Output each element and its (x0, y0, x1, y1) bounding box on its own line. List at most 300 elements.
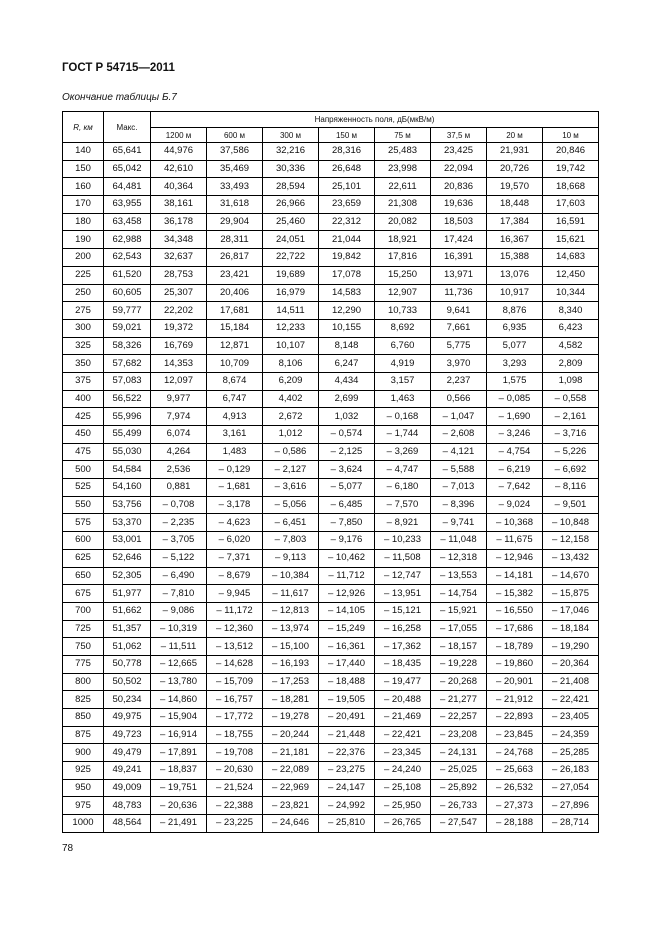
max-cell: 55,030 (104, 443, 151, 461)
value-cell: 9,641 (431, 302, 487, 320)
value-cell: 28,311 (207, 231, 263, 249)
value-cell: 40,364 (151, 178, 207, 196)
value-cell: – 10,848 (543, 514, 599, 532)
value-cell: – 2,127 (263, 461, 319, 479)
table-row (63, 213, 599, 231)
value-cell: 16,979 (263, 284, 319, 302)
max-cell: 53,756 (104, 496, 151, 514)
value-cell: – 11,712 (319, 567, 375, 585)
max-cell: 49,723 (104, 726, 151, 744)
value-cell: 22,094 (431, 160, 487, 178)
value-cell: 20,726 (487, 160, 543, 178)
value-cell: 8,674 (207, 372, 263, 390)
value-cell: – 5,226 (543, 443, 599, 461)
value-cell: – 15,921 (431, 602, 487, 620)
header-distance: R, км (63, 112, 104, 143)
value-cell: – 20,630 (207, 762, 263, 780)
value-cell: 15,388 (487, 249, 543, 267)
value-cell: 8,876 (487, 302, 543, 320)
value-cell: – 24,359 (543, 726, 599, 744)
header-height: 37,5 м (431, 128, 487, 143)
value-cell: 15,184 (207, 319, 263, 337)
value-cell: 2,237 (431, 372, 487, 390)
value-cell: 8,148 (319, 337, 375, 355)
value-cell: – 10,233 (375, 532, 431, 550)
max-cell: 63,955 (104, 196, 151, 214)
value-cell: – 2,608 (431, 426, 487, 444)
value-cell: – 21,408 (543, 673, 599, 691)
value-cell: – 16,550 (487, 602, 543, 620)
value-cell: – 18,281 (263, 691, 319, 709)
value-cell: 4,919 (375, 355, 431, 373)
value-cell: – 0,168 (375, 408, 431, 426)
value-cell: 17,424 (431, 231, 487, 249)
value-cell: – 20,364 (543, 655, 599, 673)
value-cell: 6,935 (487, 319, 543, 337)
value-cell: – 5,056 (263, 496, 319, 514)
table-row (63, 602, 599, 620)
value-cell: 23,421 (207, 266, 263, 284)
distance-cell: 425 (63, 408, 104, 426)
value-cell: 10,107 (263, 337, 319, 355)
value-cell: 19,372 (151, 319, 207, 337)
max-cell: 57,083 (104, 372, 151, 390)
value-cell: – 21,491 (151, 815, 207, 833)
max-cell: 59,777 (104, 302, 151, 320)
value-cell: – 6,490 (151, 567, 207, 585)
distance-cell: 750 (63, 638, 104, 656)
value-cell: – 0,574 (319, 426, 375, 444)
table-row (63, 797, 599, 815)
distance-cell: 190 (63, 231, 104, 249)
distance-cell: 950 (63, 779, 104, 797)
value-cell: – 16,757 (207, 691, 263, 709)
value-cell: 1,483 (207, 443, 263, 461)
max-cell: 49,479 (104, 744, 151, 762)
value-cell: 17,603 (543, 196, 599, 214)
value-cell: 6,247 (319, 355, 375, 373)
value-cell: – 17,772 (207, 709, 263, 727)
value-cell: 38,161 (151, 196, 207, 214)
value-cell: – 17,046 (543, 602, 599, 620)
value-cell: – 7,810 (151, 585, 207, 603)
value-cell: – 3,178 (207, 496, 263, 514)
header-height: 75 м (375, 128, 431, 143)
value-cell: – 5,122 (151, 549, 207, 567)
header-height: 600 м (207, 128, 263, 143)
value-cell: – 4,747 (375, 461, 431, 479)
value-cell: – 2,125 (319, 443, 375, 461)
value-cell: – 6,451 (263, 514, 319, 532)
value-cell: – 11,675 (487, 532, 543, 550)
distance-cell: 160 (63, 178, 104, 196)
value-cell: 1,575 (487, 372, 543, 390)
value-cell: – 27,054 (543, 779, 599, 797)
max-cell: 65,042 (104, 160, 151, 178)
max-cell: 50,778 (104, 655, 151, 673)
value-cell: – 12,946 (487, 549, 543, 567)
table-row (63, 549, 599, 567)
value-cell: – 20,244 (263, 726, 319, 744)
value-cell: 14,353 (151, 355, 207, 373)
value-cell: 20,846 (543, 143, 599, 161)
value-cell: – 12,665 (151, 655, 207, 673)
value-cell: – 0,586 (263, 443, 319, 461)
value-cell: – 23,275 (319, 762, 375, 780)
value-cell: – 7,850 (319, 514, 375, 532)
table-row (63, 496, 599, 514)
value-cell: – 12,813 (263, 602, 319, 620)
value-cell: 17,816 (375, 249, 431, 267)
value-cell: – 22,089 (263, 762, 319, 780)
distance-cell: 900 (63, 744, 104, 762)
value-cell: – 25,892 (431, 779, 487, 797)
value-cell: – 12,926 (319, 585, 375, 603)
value-cell: 28,594 (263, 178, 319, 196)
distance-cell: 600 (63, 532, 104, 550)
value-cell: 36,178 (151, 213, 207, 231)
table-row (63, 390, 599, 408)
distance-cell: 250 (63, 284, 104, 302)
value-cell: – 24,240 (375, 762, 431, 780)
value-cell: 28,753 (151, 266, 207, 284)
value-cell: 3,161 (207, 426, 263, 444)
max-cell: 54,584 (104, 461, 151, 479)
value-cell: – 7,570 (375, 496, 431, 514)
value-cell: – 20,491 (319, 709, 375, 727)
value-cell: 14,583 (319, 284, 375, 302)
value-cell: – 7,371 (207, 549, 263, 567)
value-cell: – 0,708 (151, 496, 207, 514)
value-cell: – 18,789 (487, 638, 543, 656)
value-cell: 0,881 (151, 479, 207, 497)
value-cell: – 0,129 (207, 461, 263, 479)
value-cell: 29,904 (207, 213, 263, 231)
value-cell: – 3,246 (487, 426, 543, 444)
value-cell: 22,722 (263, 249, 319, 267)
value-cell: – 19,505 (319, 691, 375, 709)
value-cell: – 17,362 (375, 638, 431, 656)
value-cell: 10,344 (543, 284, 599, 302)
distance-cell: 140 (63, 143, 104, 161)
value-cell: – 7,803 (263, 532, 319, 550)
table-row (63, 443, 599, 461)
value-cell: – 8,396 (431, 496, 487, 514)
value-cell: – 16,258 (375, 620, 431, 638)
distance-cell: 700 (63, 602, 104, 620)
value-cell: – 22,257 (431, 709, 487, 727)
value-cell: – 1,744 (375, 426, 431, 444)
table-row (63, 567, 599, 585)
value-cell: 25,483 (375, 143, 431, 161)
value-cell: – 7,013 (431, 479, 487, 497)
value-cell: – 16,914 (151, 726, 207, 744)
value-cell: 44,976 (151, 143, 207, 161)
value-cell: – 23,345 (375, 744, 431, 762)
value-cell: 34,348 (151, 231, 207, 249)
value-cell: 25,307 (151, 284, 207, 302)
header-height: 300 м (263, 128, 319, 143)
value-cell: 22,312 (319, 213, 375, 231)
value-cell: – 14,860 (151, 691, 207, 709)
header-height: 10 м (543, 128, 599, 143)
value-cell: 23,659 (319, 196, 375, 214)
value-cell: – 27,373 (487, 797, 543, 815)
value-cell: – 3,705 (151, 532, 207, 550)
value-cell: – 15,382 (487, 585, 543, 603)
table-caption: Окончание таблицы Б.7 (62, 92, 177, 103)
value-cell: – 9,086 (151, 602, 207, 620)
value-cell: – 13,951 (375, 585, 431, 603)
value-cell: 2,809 (543, 355, 599, 373)
value-cell: 16,769 (151, 337, 207, 355)
value-cell: 9,977 (151, 390, 207, 408)
value-cell: – 6,180 (375, 479, 431, 497)
table-row (63, 638, 599, 656)
value-cell: 4,913 (207, 408, 263, 426)
value-cell: 19,570 (487, 178, 543, 196)
value-cell: – 12,318 (431, 549, 487, 567)
table-row (63, 302, 599, 320)
max-cell: 64,481 (104, 178, 151, 196)
value-cell: – 3,269 (375, 443, 431, 461)
value-cell: 28,316 (319, 143, 375, 161)
value-cell: 11,736 (431, 284, 487, 302)
value-cell: 1,463 (375, 390, 431, 408)
max-cell: 51,357 (104, 620, 151, 638)
value-cell: 17,681 (207, 302, 263, 320)
value-cell: 30,336 (263, 160, 319, 178)
value-cell: 7,974 (151, 408, 207, 426)
table-row (63, 284, 599, 302)
table-row (63, 319, 599, 337)
value-cell: – 10,462 (319, 549, 375, 567)
value-cell: – 13,512 (207, 638, 263, 656)
value-cell: – 20,488 (375, 691, 431, 709)
value-cell: 16,591 (543, 213, 599, 231)
value-cell: – 24,147 (319, 779, 375, 797)
table-row (63, 266, 599, 284)
distance-cell: 575 (63, 514, 104, 532)
distance-cell: 550 (63, 496, 104, 514)
value-cell: 20,082 (375, 213, 431, 231)
value-cell: 10,733 (375, 302, 431, 320)
value-cell: – 1,690 (487, 408, 543, 426)
value-cell: 6,074 (151, 426, 207, 444)
table-row (63, 514, 599, 532)
value-cell: 18,448 (487, 196, 543, 214)
value-cell: – 15,875 (543, 585, 599, 603)
field-strength-table (62, 111, 599, 833)
max-cell: 58,326 (104, 337, 151, 355)
value-cell: – 17,253 (263, 673, 319, 691)
value-cell: – 20,901 (487, 673, 543, 691)
table-row (63, 249, 599, 267)
value-cell: – 23,405 (543, 709, 599, 727)
value-cell: – 11,048 (431, 532, 487, 550)
value-cell: – 1,047 (431, 408, 487, 426)
value-cell: – 17,440 (319, 655, 375, 673)
header-height: 20 м (487, 128, 543, 143)
table-row (63, 673, 599, 691)
value-cell: 20,406 (207, 284, 263, 302)
value-cell: – 19,708 (207, 744, 263, 762)
value-cell: – 8,679 (207, 567, 263, 585)
value-cell: 18,921 (375, 231, 431, 249)
distance-cell: 170 (63, 196, 104, 214)
value-cell: 10,709 (207, 355, 263, 373)
value-cell: – 24,768 (487, 744, 543, 762)
distance-cell: 475 (63, 443, 104, 461)
distance-cell: 525 (63, 479, 104, 497)
value-cell: 14,683 (543, 249, 599, 267)
value-cell: 13,971 (431, 266, 487, 284)
distance-cell: 400 (63, 390, 104, 408)
table-row (63, 196, 599, 214)
table-row (63, 744, 599, 762)
value-cell: – 22,421 (375, 726, 431, 744)
value-cell: – 27,896 (543, 797, 599, 815)
distance-cell: 650 (63, 567, 104, 585)
value-cell: – 23,208 (431, 726, 487, 744)
value-cell: – 2,161 (543, 408, 599, 426)
value-cell: – 11,511 (151, 638, 207, 656)
value-cell: – 4,121 (431, 443, 487, 461)
value-cell: 4,264 (151, 443, 207, 461)
value-cell: – 7,642 (487, 479, 543, 497)
value-cell: – 3,616 (263, 479, 319, 497)
value-cell: – 6,219 (487, 461, 543, 479)
value-cell: – 18,435 (375, 655, 431, 673)
value-cell: 1,012 (263, 426, 319, 444)
value-cell: 19,689 (263, 266, 319, 284)
max-cell: 51,062 (104, 638, 151, 656)
value-cell: – 10,384 (263, 567, 319, 585)
distance-cell: 825 (63, 691, 104, 709)
value-cell: 6,747 (207, 390, 263, 408)
value-cell: – 25,025 (431, 762, 487, 780)
distance-cell: 180 (63, 213, 104, 231)
value-cell: – 14,181 (487, 567, 543, 585)
value-cell: 12,871 (207, 337, 263, 355)
value-cell: 6,760 (375, 337, 431, 355)
distance-cell: 275 (63, 302, 104, 320)
value-cell: – 23,845 (487, 726, 543, 744)
distance-cell: 200 (63, 249, 104, 267)
value-cell: – 9,741 (431, 514, 487, 532)
distance-cell: 450 (63, 426, 104, 444)
max-cell: 52,305 (104, 567, 151, 585)
value-cell: – 22,376 (319, 744, 375, 762)
table-row (63, 726, 599, 744)
value-cell: 35,469 (207, 160, 263, 178)
table-row (63, 815, 599, 833)
value-cell: 4,434 (319, 372, 375, 390)
header-max: Макс. (104, 112, 151, 143)
value-cell: 26,648 (319, 160, 375, 178)
value-cell: – 12,360 (207, 620, 263, 638)
value-cell: – 21,524 (207, 779, 263, 797)
value-cell: 32,216 (263, 143, 319, 161)
distance-cell: 1000 (63, 815, 104, 833)
value-cell: 31,618 (207, 196, 263, 214)
max-cell: 52,646 (104, 549, 151, 567)
value-cell: – 19,278 (263, 709, 319, 727)
value-cell: 2,699 (319, 390, 375, 408)
max-cell: 48,783 (104, 797, 151, 815)
max-cell: 53,001 (104, 532, 151, 550)
value-cell: – 25,950 (375, 797, 431, 815)
header-height: 150 м (319, 128, 375, 143)
value-cell: – 21,277 (431, 691, 487, 709)
value-cell: – 18,488 (319, 673, 375, 691)
table-row (63, 461, 599, 479)
value-cell: 12,233 (263, 319, 319, 337)
value-cell: 24,051 (263, 231, 319, 249)
value-cell: 17,384 (487, 213, 543, 231)
distance-cell: 225 (63, 266, 104, 284)
value-cell: – 25,285 (543, 744, 599, 762)
value-cell: – 15,904 (151, 709, 207, 727)
value-cell: – 10,319 (151, 620, 207, 638)
max-cell: 49,009 (104, 779, 151, 797)
value-cell: 25,460 (263, 213, 319, 231)
table-row (63, 160, 599, 178)
value-cell: – 14,754 (431, 585, 487, 603)
value-cell: – 0,085 (487, 390, 543, 408)
value-cell: 12,097 (151, 372, 207, 390)
value-cell: – 1,681 (207, 479, 263, 497)
value-cell: – 6,692 (543, 461, 599, 479)
value-cell: – 9,176 (319, 532, 375, 550)
value-cell: 21,308 (375, 196, 431, 214)
max-cell: 50,234 (104, 691, 151, 709)
distance-cell: 800 (63, 673, 104, 691)
value-cell: – 13,432 (543, 549, 599, 567)
value-cell: 26,817 (207, 249, 263, 267)
value-cell: – 3,716 (543, 426, 599, 444)
value-cell: 0,566 (431, 390, 487, 408)
value-cell: – 23,225 (207, 815, 263, 833)
distance-cell: 300 (63, 319, 104, 337)
value-cell: 21,931 (487, 143, 543, 161)
value-cell: 12,907 (375, 284, 431, 302)
max-cell: 59,021 (104, 319, 151, 337)
value-cell: 10,917 (487, 284, 543, 302)
value-cell: 13,076 (487, 266, 543, 284)
value-cell: 8,692 (375, 319, 431, 337)
page-number: 78 (62, 843, 74, 854)
value-cell: 22,202 (151, 302, 207, 320)
max-cell: 49,241 (104, 762, 151, 780)
value-cell: 18,668 (543, 178, 599, 196)
max-cell: 56,522 (104, 390, 151, 408)
document-title: ГОСТ Р 54715—2011 (62, 62, 175, 74)
value-cell: – 0,558 (543, 390, 599, 408)
value-cell: – 21,912 (487, 691, 543, 709)
table-row (63, 585, 599, 603)
value-cell: 21,044 (319, 231, 375, 249)
table-row (63, 355, 599, 373)
max-cell: 51,977 (104, 585, 151, 603)
value-cell: 4,582 (543, 337, 599, 355)
value-cell: – 11,508 (375, 549, 431, 567)
value-cell: – 21,448 (319, 726, 375, 744)
value-cell: – 11,172 (207, 602, 263, 620)
table-row (63, 532, 599, 550)
value-cell: 17,078 (319, 266, 375, 284)
value-cell: – 13,780 (151, 673, 207, 691)
